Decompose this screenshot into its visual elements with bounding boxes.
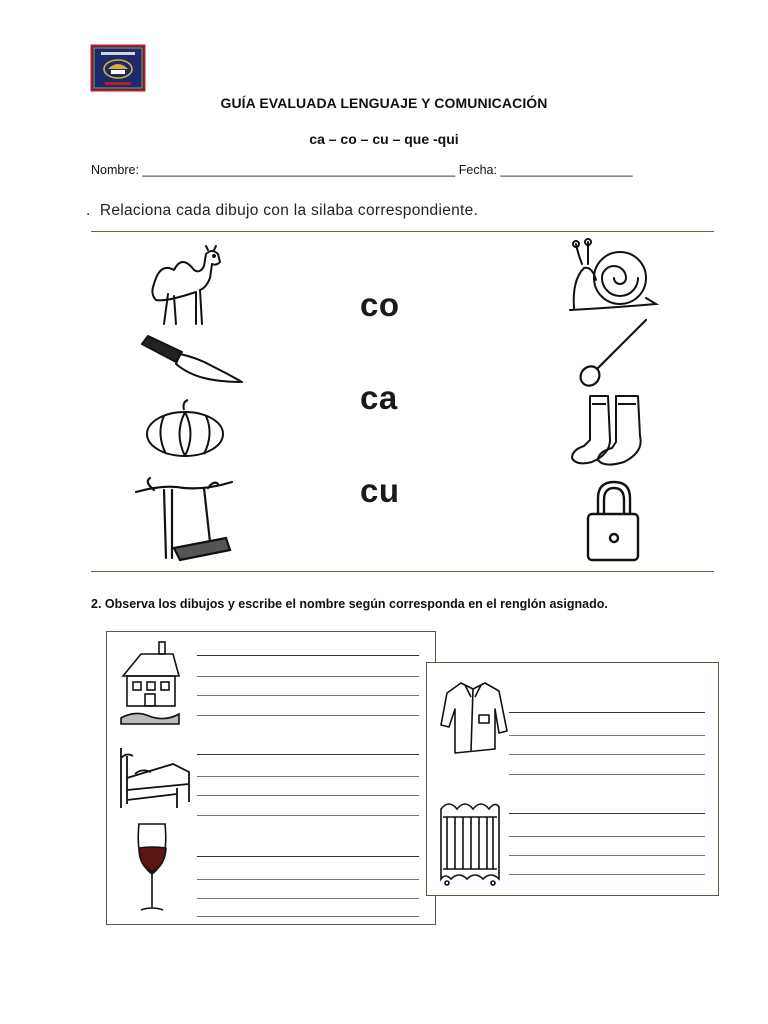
- jacket-icon: [437, 679, 509, 755]
- write-line[interactable]: [509, 735, 705, 736]
- exercise1-instruction-text: Relaciona cada dibujo con la silaba correspondiente.: [99, 202, 479, 219]
- crib-icon: [437, 795, 503, 887]
- exercise2-left-panel: [106, 631, 436, 925]
- write-line[interactable]: [197, 815, 419, 816]
- bed-icon: [117, 744, 193, 810]
- write-line[interactable]: [197, 715, 419, 716]
- syllable-ca: ca: [360, 379, 398, 416]
- camel-icon: [146, 244, 226, 330]
- write-line[interactable]: [509, 712, 705, 713]
- exercise2-right-panel: [426, 662, 719, 896]
- exercise1-top-rule: [91, 231, 714, 232]
- write-line[interactable]: [509, 754, 705, 755]
- write-line[interactable]: [197, 676, 419, 677]
- school-crest-icon: [91, 45, 145, 91]
- syllable-cu: cu: [360, 472, 400, 509]
- swing-icon: [134, 478, 234, 564]
- write-line[interactable]: [197, 754, 419, 755]
- write-line[interactable]: [197, 856, 419, 857]
- house-icon: [119, 640, 181, 724]
- name-label: Nombre:: [91, 163, 139, 177]
- exercise1-bottom-rule: [91, 571, 714, 572]
- name-blank[interactable]: _____________________________________________: [142, 163, 456, 177]
- date-blank[interactable]: ___________________: [500, 163, 633, 177]
- knife-icon: [140, 334, 244, 386]
- snail-icon: [568, 240, 660, 314]
- padlock-icon: [584, 478, 642, 564]
- syllable-co: co: [360, 286, 400, 323]
- write-line[interactable]: [197, 916, 419, 917]
- write-line[interactable]: [509, 813, 705, 814]
- page-subtitle: ca – co – cu – que -qui: [309, 131, 459, 147]
- write-line[interactable]: [509, 836, 705, 837]
- write-line[interactable]: [197, 655, 419, 656]
- write-line[interactable]: [197, 879, 419, 880]
- exercise2-instruction: 2. Observa los dibujos y escribe el nombre según corresponda en el renglón asignado.: [91, 597, 608, 611]
- date-label: Fecha:: [458, 163, 497, 177]
- wine-glass-icon: [135, 822, 169, 914]
- exercise1-number-fragment: .: [86, 202, 91, 219]
- write-line[interactable]: [509, 855, 705, 856]
- write-line[interactable]: [197, 776, 419, 777]
- pumpkin-icon: [144, 398, 226, 460]
- write-line[interactable]: [197, 795, 419, 796]
- page-title: GUÍA EVALUADA LENGUAJE Y COMUNICACIÓN: [220, 95, 548, 111]
- write-line[interactable]: [509, 774, 705, 775]
- spoon-icon: [576, 316, 650, 388]
- socks-icon: [568, 392, 652, 468]
- write-line[interactable]: [197, 898, 419, 899]
- name-date-line: [91, 163, 633, 177]
- exercise1-instruction: [86, 202, 478, 220]
- write-line[interactable]: [197, 695, 419, 696]
- write-line[interactable]: [509, 874, 705, 875]
